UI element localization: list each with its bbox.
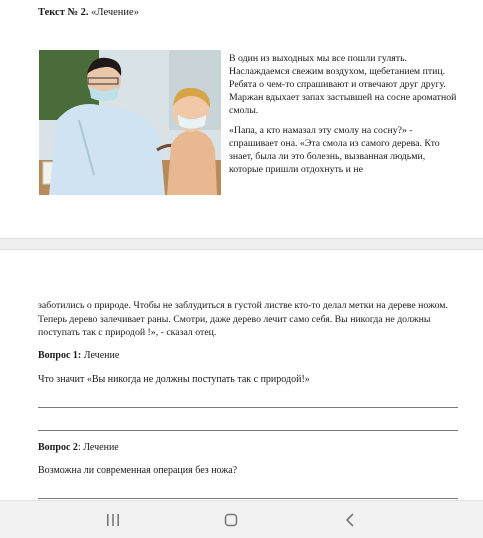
document-page-1 bbox=[0, 0, 483, 238]
continuation-paragraph: заботились о природе. Чтобы не заблудиться в густой листве кто-то делал метки на дереве ножом. Теперь дерево залечивает раны. Смотри, даже дерево лечит само себя. Вы никогда не должны поступать так с природой !», - сказал отец. bbox=[38, 300, 448, 338]
text-title: «Лечение» bbox=[91, 7, 139, 18]
question-2-label: Вопрос 2 bbox=[38, 442, 78, 453]
recent-apps-icon[interactable] bbox=[101, 510, 125, 530]
paragraph: «Папа, а кто намазал эту смолу на сосну?» - спрашивает она. «Эта смола из самого дерева. Кто знает, была ли это болезнь, вызванная людьми, которые пришли отдохнуть и не bbox=[229, 125, 440, 175]
question-2-text: Возможна ли современная операция без ножа? bbox=[38, 465, 238, 476]
home-icon[interactable] bbox=[219, 510, 243, 530]
answer-line bbox=[38, 430, 458, 431]
question-1-topic: Лечение bbox=[81, 350, 120, 361]
document-page-2 bbox=[0, 250, 483, 500]
back-icon[interactable] bbox=[338, 510, 362, 530]
answer-line bbox=[38, 407, 458, 408]
text-heading bbox=[38, 7, 139, 18]
question-1-text: Что значит «Вы никогда не должны поступать так с природой!» bbox=[38, 374, 310, 385]
text-number-label: Текст № 2. bbox=[38, 7, 89, 18]
question-1-label: Вопрос 1: bbox=[38, 350, 82, 361]
question-2-heading bbox=[38, 442, 119, 453]
answer-line bbox=[38, 498, 458, 499]
illustration-photo bbox=[39, 50, 221, 195]
page-separator bbox=[0, 238, 483, 250]
text-column bbox=[229, 52, 461, 183]
question-2-topic: : Лечение bbox=[77, 442, 119, 453]
android-navigation-bar bbox=[0, 500, 483, 538]
question-1-heading bbox=[38, 350, 119, 361]
doctor-child-illustration bbox=[39, 50, 221, 195]
paragraph: В один из выходных мы все пошли гулять. Наслаждаемся свежим воздухом, щебетанием птиц. Ребята о чем-то спрашивают и отвечают друг другу. Маржан вдыхает запах застывшей на сосне ароматной смолы. bbox=[229, 53, 457, 116]
